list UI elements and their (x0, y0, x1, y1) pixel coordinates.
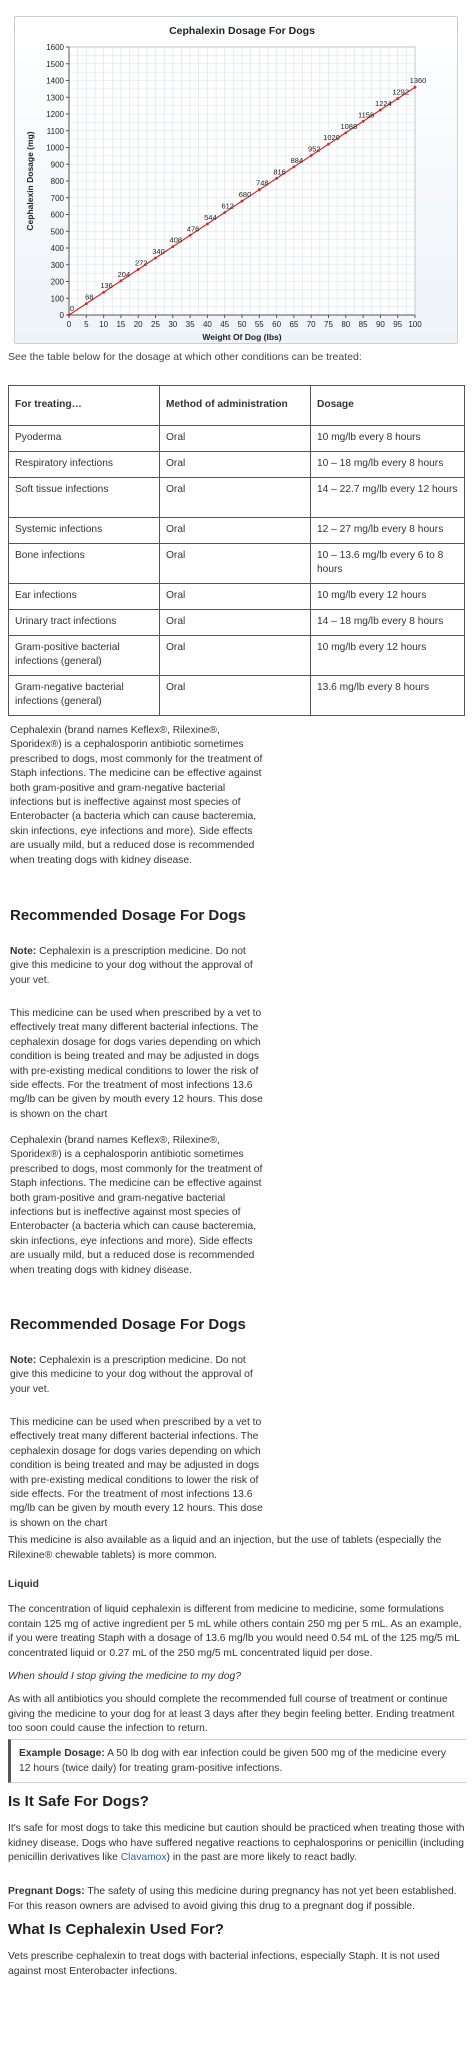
x-tick-label: 40 (202, 320, 212, 329)
table-cell-condition: Gram-positive bacterial infections (general) (9, 636, 160, 676)
column-header-dosage: Dosage (311, 386, 465, 426)
table-cell-method: Oral (160, 452, 311, 478)
table-cell-dosage: 10 mg/lb every 8 hours (311, 426, 465, 452)
dosage-table (8, 385, 465, 716)
forms-paragraph (8, 1534, 466, 1563)
table-cell-condition: Pyoderma (9, 426, 160, 452)
table-cell-dosage: 10 mg/lb every 12 hours (311, 636, 465, 676)
pregnant-text: The safety of using this medicine during pregnancy has not yet been established. For this reason owners are advised to avoid giving this drug to a pregnant dog if possible. (8, 1886, 457, 1912)
note-text: Cephalexin is a prescription medicine. Do not give this medicine to your dog without the approval of your vet. (10, 1355, 253, 1395)
data-label: 1360 (409, 76, 427, 86)
y-tick-label: 1100 (46, 126, 64, 136)
section-heading-dosage: Recommended Dosage For Dogs (10, 907, 246, 924)
section-heading-safe: Is It Safe For Dogs? (8, 1793, 149, 1810)
column-header-condition: For treating… (9, 386, 160, 426)
y-tick-label: 1300 (46, 93, 64, 103)
table-row (9, 544, 465, 584)
forms-text: This medicine is also available as a liquid and an injection, but the use of tablets (especially the Rilexine® chewable tablets) is more common. (8, 1535, 442, 1561)
table-cell-method: Oral (160, 478, 311, 518)
data-point (102, 291, 105, 294)
table-row (9, 452, 465, 478)
data-label: 408 (169, 235, 183, 245)
y-tick-label: 1200 (46, 110, 64, 119)
table-intro-text: See the table below for the dosage at which other conditions can be treated: (8, 351, 362, 363)
data-label: 544 (204, 212, 217, 222)
data-label: 476 (186, 224, 200, 234)
table-cell-condition: Gram-negative bacterial infections (general) (9, 676, 160, 716)
data-label: 136 (100, 281, 113, 291)
safe-text: It's safe for most dogs to take this medicine but caution should be practiced when treating those with kidney disease. Dogs who have suffered negative reactions to cephalosporins or penicillin (including penicillin derivatives like (8, 1823, 465, 1864)
x-tick-label: 65 (289, 320, 299, 329)
x-tick-label: 10 (99, 320, 109, 329)
table-cell-condition: Bone infections (9, 544, 160, 584)
table-row (9, 426, 465, 452)
data-point (293, 166, 296, 169)
data-point (189, 234, 192, 237)
used-text: Vets prescribe cephalexin to treat dogs with bacterial infections, especially Staph. It is not used against most Enterobacter infections. (8, 1951, 440, 1977)
data-point (171, 245, 174, 248)
stop-paragraph (8, 1693, 466, 1737)
y-axis-label: Cephalexin Dosage (mg) (25, 131, 35, 231)
data-label: 748 (256, 178, 269, 188)
data-label: 1224 (375, 98, 392, 108)
y-tick-label: 1400 (46, 76, 64, 86)
x-tick-label: 95 (393, 320, 403, 329)
data-point (154, 257, 157, 260)
table-cell-method: Oral (160, 636, 311, 676)
stop-question: When should I stop giving the medicine to my dog? (8, 1671, 241, 1682)
used-paragraph (8, 1950, 466, 1979)
table-cell-method: Oral (160, 518, 311, 544)
data-point (258, 188, 261, 191)
chart-title: Cephalexin Dosage For Dogs (169, 25, 315, 37)
x-tick-label: 0 (66, 320, 72, 329)
column-header-method: Method of administration (160, 386, 311, 426)
data-label: 680 (238, 190, 252, 200)
x-tick-label: 30 (168, 320, 178, 329)
data-point (396, 97, 399, 100)
data-point (344, 131, 347, 134)
dosage-paragraph (10, 1007, 263, 1122)
table-cell-dosage: 14 – 18 mg/lb every 8 hours (311, 610, 465, 636)
table-cell-dosage: 12 – 27 mg/lb every 8 hours (311, 518, 465, 544)
section-heading-dosage-repeat: Recommended Dosage For Dogs (10, 1316, 246, 1333)
section-heading-used: What Is Cephalexin Used For? (8, 1921, 224, 1938)
table-cell-dosage: 10 – 18 mg/lb every 8 hours (311, 452, 465, 478)
x-tick-label: 35 (185, 320, 195, 329)
y-tick-label: 300 (50, 260, 64, 270)
clavamox-link[interactable]: Clavamox (120, 1852, 167, 1864)
x-tick-label: 80 (341, 320, 351, 329)
stop-text: As with all antibiotics you should complete the recommended full course of treatment or continue giving the medicine to your dog for at least 3 days after they begin feeling better. Ending treatment too soon could cause the infection to return. (8, 1694, 455, 1735)
table-cell-condition: Ear infections (9, 584, 160, 610)
data-label: 68 (85, 292, 94, 302)
y-tick-label: 800 (50, 177, 64, 186)
data-label: 1020 (323, 133, 340, 143)
note-paragraph-repeat (10, 1354, 263, 1397)
x-tick-label: 60 (272, 320, 282, 329)
x-tick-label: 55 (254, 320, 264, 329)
example-label: Example Dosage: (19, 1748, 105, 1759)
y-tick-label: 1500 (46, 59, 64, 69)
table-row (9, 676, 465, 716)
x-tick-label: 85 (358, 320, 368, 329)
table-row (9, 478, 465, 518)
y-tick-label: 1600 (46, 43, 64, 52)
table-cell-method: Oral (160, 426, 311, 452)
data-label: 612 (221, 201, 234, 211)
example-text: A 50 lb dog with ear infection could be given 500 mg of the medicine every 12 hours (twice daily) for treating gram-positive infections. (19, 1748, 446, 1774)
dosage-text: This medicine can be used when prescribed by a vet to effectively treat many different bacterial infections. The cephalexin dosage for dogs varies depending on which condition is being treated and may be adjusted in dogs with pre-existing medical conditions to lower the risk of side effects. For the treatment of most infections 13.6 mg/lb can be given by mouth every 12 hours. This dose is shown on the chart (10, 1417, 263, 1529)
data-label: 884 (290, 155, 304, 165)
data-label: 204 (117, 269, 131, 279)
safe-text-end: ) in the past are more likely to react badly. (166, 1852, 357, 1864)
table-row (9, 636, 465, 676)
table-cell-dosage: 10 mg/lb every 12 hours (311, 584, 465, 610)
data-point (275, 177, 278, 180)
data-label: 340 (152, 247, 165, 257)
dosage-chart (15, 17, 459, 345)
note-text: Cephalexin is a prescription medicine. Do not give this medicine to your dog without the approval of your vet. (10, 946, 253, 986)
data-point (206, 222, 209, 225)
table-row (9, 518, 465, 544)
table-cell-method: Oral (160, 584, 311, 610)
data-point (414, 86, 417, 89)
data-label: 272 (134, 258, 148, 268)
x-axis-label: Weight Of Dog (lbs) (202, 332, 282, 342)
data-label: 1156 (358, 110, 375, 120)
data-point (85, 302, 88, 305)
data-point (68, 314, 71, 317)
safe-paragraph (8, 1822, 466, 1866)
data-label: 952 (307, 144, 321, 154)
data-label: 0 (69, 304, 75, 313)
table-row (9, 610, 465, 636)
x-tick-label: 50 (237, 320, 247, 329)
x-tick-label: 75 (324, 320, 333, 329)
y-tick-label: 600 (50, 210, 64, 220)
y-tick-label: 900 (50, 160, 64, 170)
table-cell-dosage: 14 – 22.7 mg/lb every 12 hours (311, 478, 465, 518)
about-text: Cephalexin (brand names Keflex®, Rilexine®, Sporidex®) is a cephalosporin antibiotic sometimes prescribed to dogs, most commonly for the treatment of Staph infections. The medicine can be effective against both gram-positive and gram-negative bacterial infections but is ineffective against most species of Enterobacter (a bacteria which can cause bacteremia, skin infections, eye infections and more). Side effects are usually mild, but a reduced dose is recommended when treating dogs with kidney disease. (10, 1135, 263, 1276)
example-dosage-box (8, 1739, 466, 1783)
x-tick-label: 100 (408, 320, 422, 329)
data-point (379, 109, 382, 112)
y-tick-label: 400 (50, 244, 64, 253)
note-label: Note: (10, 1355, 37, 1366)
data-point (137, 268, 140, 271)
table-cell-condition: Urinary tract infections (9, 610, 160, 636)
x-tick-label: 25 (151, 320, 160, 329)
dosage-paragraph-repeat (10, 1416, 263, 1531)
table-cell-condition: Soft tissue infections (9, 478, 160, 518)
dosage-chart-card (14, 16, 458, 344)
y-tick-label: 200 (50, 277, 64, 287)
y-tick-label: 500 (50, 227, 64, 237)
table-row (9, 584, 465, 610)
liquid-heading: Liquid (8, 1579, 39, 1590)
about-paragraph-repeat (10, 1134, 263, 1278)
about-paragraph (10, 724, 263, 868)
table-cell-dosage: 10 – 13.6 mg/lb every 6 to 8 hours (311, 544, 465, 584)
data-point (327, 143, 330, 146)
data-label: 816 (273, 167, 286, 177)
table-header-row (9, 386, 465, 426)
table-cell-method: Oral (160, 676, 311, 716)
data-label: 1292 (392, 87, 410, 97)
x-tick-label: 45 (220, 320, 230, 329)
table-cell-dosage: 13.6 mg/lb every 8 hours (311, 676, 465, 716)
pregnant-paragraph (8, 1885, 466, 1914)
data-point (223, 211, 226, 214)
data-label: 1088 (340, 121, 358, 131)
y-tick-label: 0 (59, 311, 64, 320)
table-cell-method: Oral (160, 544, 311, 584)
x-tick-label: 15 (116, 320, 126, 329)
y-tick-label: 100 (50, 294, 64, 304)
data-point (362, 120, 365, 123)
data-point (310, 154, 313, 157)
x-tick-label: 70 (306, 320, 316, 329)
y-tick-label: 1000 (46, 143, 64, 153)
x-tick-label: 5 (84, 320, 89, 329)
dosage-text: This medicine can be used when prescribed by a vet to effectively treat many different bacterial infections. The cephalexin dosage for dogs varies depending on which condition is being treated and may be adjusted in dogs with pre-existing medical conditions to lower the risk of side effects. For the treatment of most infections 13.6 mg/lb can be given by mouth every 12 hours. This dose is shown on the chart (10, 1008, 263, 1120)
x-tick-label: 90 (375, 320, 385, 329)
liquid-paragraph (8, 1603, 466, 1661)
note-paragraph (10, 945, 263, 988)
table-cell-condition: Respiratory infections (9, 452, 160, 478)
liquid-text: The concentration of liquid cephalexin is different from medicine to medicine, some formulations contain 125 mg of active ingredient per 5 mL while others contain 250 mg per 5 mL. As an example, if you were treating Staph with a dosage of 13.6 mg/lb you would need 0.54 mL of the 125 mg/5 mL concentrated liquid or 0.27 mL of the 250 mg/5 mL concentrated liquid per dose. (8, 1604, 462, 1659)
data-point (120, 279, 123, 282)
table-cell-method: Oral (160, 610, 311, 636)
pregnant-label: Pregnant Dogs: (8, 1886, 85, 1897)
data-point (241, 200, 244, 203)
note-label: Note: (10, 946, 37, 957)
table-cell-condition: Systemic infections (9, 518, 160, 544)
y-tick-label: 700 (50, 193, 64, 203)
about-text: Cephalexin (brand names Keflex®, Rilexine®, Sporidex®) is a cephalosporin antibiotic sometimes prescribed to dogs, most commonly for the treatment of Staph infections. The medicine can be effective against both gram-positive and gram-negative bacterial infections but is ineffective against most species of Enterobacter (a bacteria which can cause bacteremia, skin infections, eye infections and more). Side effects are usually mild, but a reduced dose is recommended when treating dogs with kidney disease. (10, 725, 263, 866)
x-tick-label: 20 (133, 320, 143, 329)
